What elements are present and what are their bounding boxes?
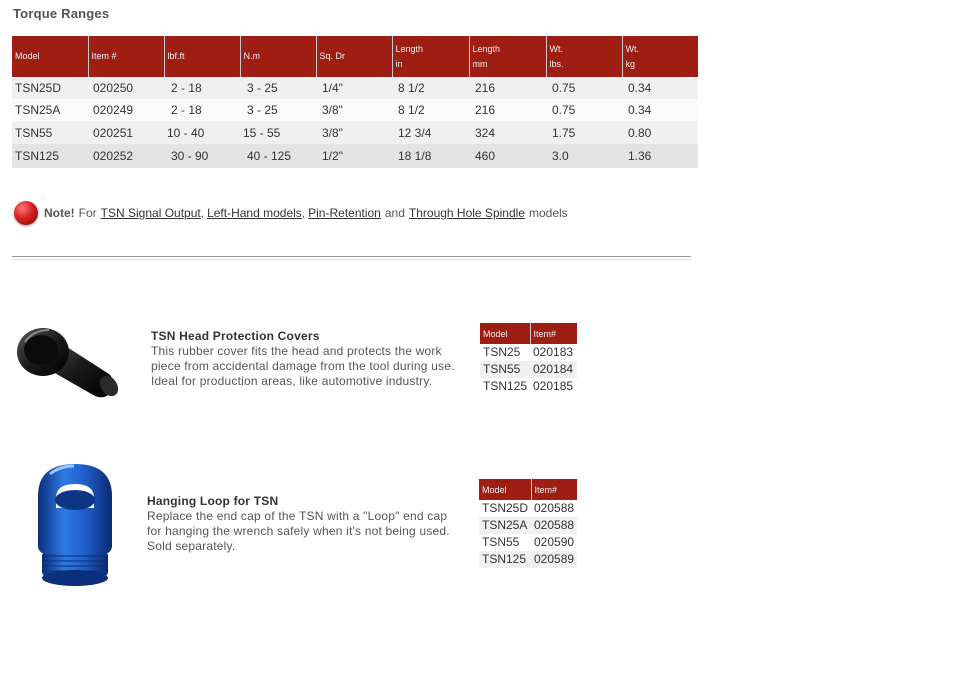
table-row [479,534,577,551]
cell-item: 020252 [88,144,164,168]
cell-wt-kg: 0.34 [622,77,698,99]
cell-item: 020590 [531,534,577,551]
cell-nm: 40 - 125 [240,144,316,168]
header-wt-kg: Wt. kg [622,36,698,77]
note-bullet-icon [14,201,38,225]
cell-item: 020251 [88,121,164,144]
cell-item: 020183 [530,344,577,361]
cell-lbf-ft: 2 - 18 [164,77,240,99]
cell-model: TSN55 [479,534,531,551]
cell-model: TSN125 [479,551,531,568]
cell-model: TSN25D [12,77,88,99]
product-title: TSN Head Protection Covers [151,329,320,343]
header-item: Item # [88,36,164,77]
note-suffix: models [528,206,568,220]
cell-sq-dr: 1/4" [316,77,392,99]
note-label: Note! [44,206,75,220]
loop-item-table [479,479,577,568]
cell-length-mm: 460 [469,144,546,168]
cell-lbf-ft: 30 - 90 [164,144,240,168]
header-model: Model [479,479,531,500]
cell-wt-lbs: 1.75 [546,121,622,144]
cell-model: TSN25D [479,500,531,517]
cell-length-in: 8 1/2 [392,77,469,99]
header-length-mm: Length mm [469,36,546,77]
table-header-row [480,323,577,344]
cell-wt-kg: 1.36 [622,144,698,168]
table-header-row [12,36,698,77]
product-description: This rubber cover fits the head and protects the work piece from accidental damage from the tool during use. Ideal for production areas, like automotive industry. [151,344,455,388]
cell-model: TSN125 [12,144,88,168]
section-divider [12,256,691,260]
link-pin-retention[interactable]: Pin-Retention [308,206,381,220]
cell-length-mm: 324 [469,121,546,144]
link-tsn-signal-output[interactable]: TSN Signal Output [100,206,201,220]
head-protection-cover-image [13,316,121,404]
table-row [12,144,698,168]
cell-wt-lbs: 0.75 [546,99,622,121]
table-header-row [479,479,577,500]
header-sq-dr: Sq. Dr [316,36,392,77]
cell-length-in: 8 1/2 [392,99,469,121]
note-separator: , [200,206,205,220]
note-separator: , [301,206,306,220]
note-line [14,200,568,226]
table-row [12,99,698,121]
cell-model: TSN125 [480,378,530,395]
header-item: Item# [531,479,577,500]
header-nm: N.m [240,36,316,77]
note-prefix: For [78,206,97,220]
cell-model: TSN55 [12,121,88,144]
cell-sq-dr: 1/2" [316,144,392,168]
cell-nm: 3 - 25 [240,77,316,99]
cell-item: 020184 [530,361,577,378]
header-wt-lbs: Wt. lbs. [546,36,622,77]
cell-item: 020589 [531,551,577,568]
cell-wt-kg: 0.34 [622,99,698,121]
table-row [480,361,577,378]
header-model: Model [480,323,530,344]
cover-item-table [480,323,577,395]
product-description: Replace the end cap of the TSN with a "Loop" end cap for hanging the wrench safely when it's not being used. Sold separately. [147,509,450,553]
table-row [480,344,577,361]
cell-nm: 15 - 55 [240,121,316,144]
header-lbf-ft: lbf.ft [164,36,240,77]
hanging-loop-image [30,460,120,590]
cell-item: 020250 [88,77,164,99]
cell-item: 020185 [530,378,577,395]
cell-item: 020588 [531,500,577,517]
link-through-hole-spindle[interactable]: Through Hole Spindle [408,206,525,220]
table-row [480,378,577,395]
product-title: Hanging Loop for TSN [147,494,279,508]
torque-ranges-table [12,36,698,168]
cell-nm: 3 - 25 [240,99,316,121]
cell-item: 020249 [88,99,164,121]
cell-sq-dr: 3/8" [316,121,392,144]
cell-length-in: 18 1/8 [392,144,469,168]
table-row [12,77,698,99]
table-row [479,500,577,517]
table-row [479,517,577,534]
header-model: Model [12,36,88,77]
cell-model: TSN25A [12,99,88,121]
cell-wt-lbs: 0.75 [546,77,622,99]
note-and: and [384,206,405,220]
header-item: Item# [530,323,577,344]
link-left-hand-models[interactable]: Left-Hand models [207,206,302,220]
header-length-in: Length in [392,36,469,77]
cell-model: TSN25A [479,517,531,534]
table-row [12,121,698,144]
cell-model: TSN55 [480,361,530,378]
page-title: Torque Ranges [13,6,110,21]
cell-model: TSN25 [480,344,530,361]
cell-length-in: 12 3/4 [392,121,469,144]
cell-length-mm: 216 [469,77,546,99]
cell-sq-dr: 3/8" [316,99,392,121]
cell-wt-kg: 0.80 [622,121,698,144]
cell-lbf-ft: 2 - 18 [164,99,240,121]
cell-lbf-ft: 10 - 40 [164,121,240,144]
cell-length-mm: 216 [469,99,546,121]
table-row [479,551,577,568]
cell-item: 020588 [531,517,577,534]
cell-wt-lbs: 3.0 [546,144,622,168]
